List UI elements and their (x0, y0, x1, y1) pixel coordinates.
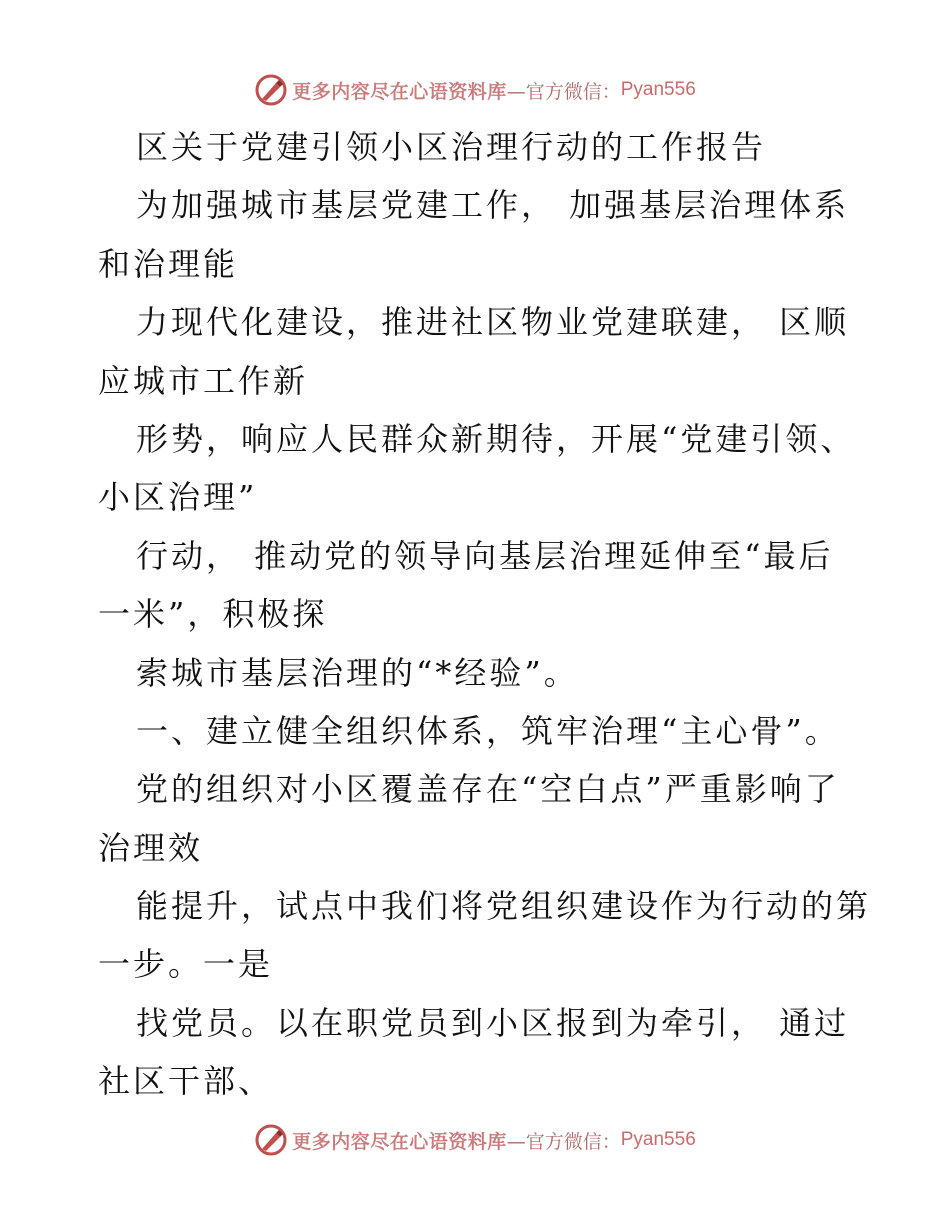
footer-watermark (0, 1120, 950, 1160)
doc-line: 党的组织对小区覆盖存在“空白点”严重影响了 (136, 770, 840, 809)
pen-logo-icon (254, 1123, 288, 1157)
doc-line: 力现代化建设，推进社区物业党建联建， 区顺 (136, 303, 850, 342)
doc-line: 为加强城市基层党建工作， 加强基层治理体系 (136, 186, 850, 225)
doc-line: 小区治理” (98, 478, 258, 517)
watermark-main-text: 更多内容尽在心语资料库 (292, 80, 507, 103)
header-watermark (0, 70, 950, 110)
doc-line: 找党员。以在职党员到小区报到为牵引， 通过 (136, 1003, 850, 1042)
pen-logo-icon (254, 73, 288, 107)
doc-line: 应城市工作新 (98, 361, 309, 400)
watermark-sub-text: —官方微信： (506, 1130, 621, 1153)
doc-line: 一、建立健全组织体系，筑牢治理“主心骨”。 (136, 711, 840, 750)
watermark-sub-text: —官方微信： (506, 80, 621, 103)
doc-line: 社区干部、 (98, 1062, 274, 1101)
watermark-id-text: Pyan556 (620, 79, 696, 100)
doc-line: 形势，响应人民群众新期待，开展“党建引领、 (136, 419, 856, 458)
doc-line: 治理效 (98, 828, 204, 867)
doc-line: 一步。一是 (98, 945, 274, 984)
doc-line: 能提升，试点中我们将党组织建设作为行动的第 (136, 887, 872, 926)
document-body (98, 118, 872, 1111)
doc-line: 和治理能 (98, 244, 239, 283)
doc-line: 行动， 推动党的领导向基层治理延伸至“最后 (136, 536, 834, 575)
doc-line: 索城市基层治理的“*经验”。 (136, 653, 579, 692)
watermark-id-text: Pyan556 (620, 1129, 696, 1150)
watermark-main-text: 更多内容尽在心语资料库 (292, 1130, 507, 1153)
doc-line: 一米”，积极探 (98, 595, 328, 634)
doc-line: 区关于党建引领小区治理行动的工作报告 (136, 128, 767, 166)
